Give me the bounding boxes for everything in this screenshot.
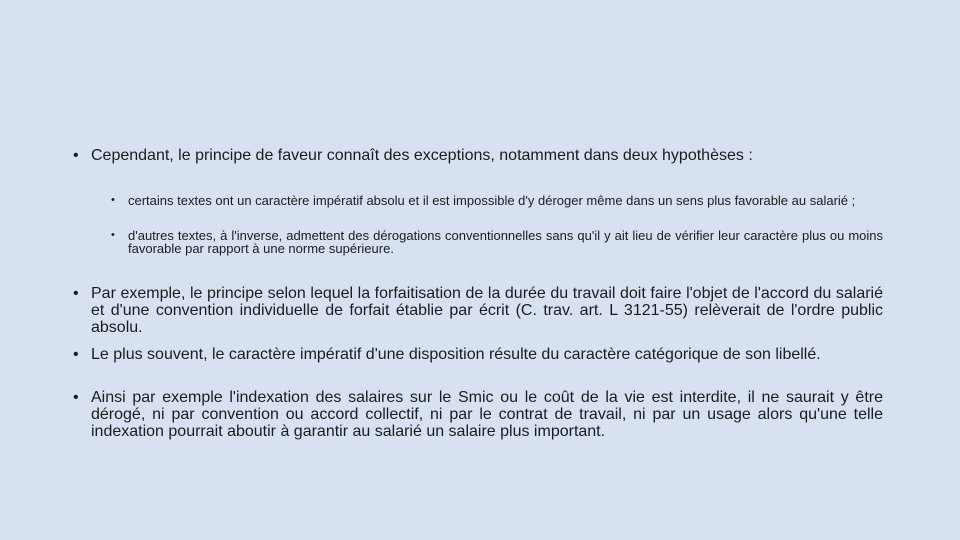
bullet-dot-icon: • [111, 229, 115, 241]
bullet-text: Le plus souvent, le caractère impératif d'une disposition résulte du caractère catégorique de son libellé. [91, 346, 821, 363]
bullet-intro [73, 147, 873, 164]
sub-bullet-text: certains textes ont un caractère impératif absolu et il est impossible d'y déroger même dans un sens plus favorable au salarié ; [128, 193, 856, 208]
sub-bullet-2 [111, 229, 883, 255]
bullet-dot-icon: • [73, 389, 79, 406]
sub-bullet-1 [111, 194, 883, 207]
bullet-dot-icon: • [73, 285, 79, 302]
bullet-dot-icon: • [73, 346, 79, 363]
sub-bullet-text: d'autres textes, à l'inverse, admettent des dérogations conventionnelles sans qu'il y ait lieu de vérifier leur caractère plus ou moins favorable par rapport à une norme supérieure. [128, 228, 883, 256]
bullet-indexation [73, 389, 883, 440]
bullet-dot-icon: • [111, 194, 115, 206]
bullet-text: Cependant, le principe de faveur connaît des exceptions, notamment dans deux hypothèses : [91, 147, 753, 164]
bullet-text: Par exemple, le principe selon lequel la forfaitisation de la durée du travail doit faire l'objet de l'accord du salarié et d'une convention individuelle de forfait établie par écrit (C. trav. art. L 3121-55) relèverait de l'ordre public absolu. [91, 285, 883, 336]
bullet-example [73, 285, 883, 336]
bullet-text: Ainsi par exemple l'indexation des salaires sur le Smic ou le coût de la vie est interdite, il ne saurait y être dérogé, ni par convention ou accord collectif, ni par le contrat de travail, ni par un usage alors qu'une telle indexation pourrait aboutir à garantir au salarié un salaire plus important. [91, 389, 883, 440]
bullet-dot-icon: • [73, 147, 79, 164]
bullet-often [73, 346, 883, 363]
